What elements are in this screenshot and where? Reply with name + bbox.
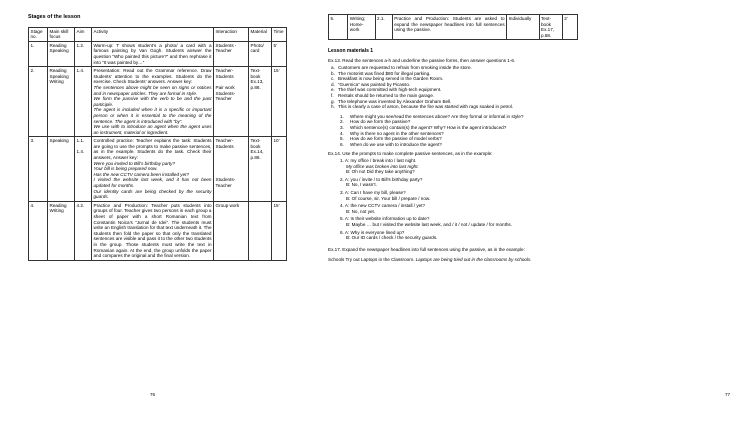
- item-text: How do we form the passive?: [350, 119, 411, 125]
- answer-line: B: No, I wasn’t.: [346, 182, 377, 188]
- item-text: Breakfast is now being served in the Garden Room.: [338, 76, 444, 82]
- table-row: [329, 15, 578, 40]
- stage-number: 3.: [29, 137, 48, 202]
- answer-line: B: Maybe … but I visited the website last week, and / it / not / update / for months.: [346, 221, 512, 227]
- ex13-instructions: Ex.13. Read the sentences a-h and underline the passive forms, then answer questions 1-6.: [328, 58, 516, 64]
- answer-key-line: The sentences above might be seen on signs or notices and in newspaper articles. They are formal in style.: [93, 84, 212, 96]
- interaction: Individually: [507, 15, 539, 40]
- item-text: How do we form the passive of model verbs?: [350, 136, 442, 142]
- stage-number: 4.: [29, 201, 48, 260]
- ex14-instructions: Ex.14. Use the prompts to make complete passive sentences, as in the example:: [328, 151, 493, 157]
- item-marker: 6.: [340, 141, 344, 147]
- answer-key-line: I visited the website last week, and it has not been updated for months.: [93, 177, 212, 189]
- item-marker: c.: [331, 76, 335, 82]
- right-page: [300, 0, 730, 424]
- item-marker: g.: [331, 98, 335, 104]
- stages-title: Stages of the lesson: [28, 14, 81, 20]
- interaction: Group work: [214, 201, 249, 260]
- ex17-instructions: Ex.17. Expand the newspaper headlines into full sentences using the passive, as in the example:: [328, 246, 525, 252]
- item-marker: d.: [331, 81, 335, 87]
- item-marker: a.: [331, 65, 335, 71]
- list-item: [328, 142, 578, 148]
- aim: 1.2.: [75, 41, 92, 66]
- answer-key-line: The agent is included when it is a specific or important person or when it is essential to the meaning of the sentence. The agent is introduced with “by”.: [93, 107, 212, 124]
- ex13-sentence-list: [328, 65, 578, 110]
- left-page: [0, 0, 300, 424]
- time: 10’: [272, 137, 287, 202]
- activity-text: Warm-up: T shows student’s a photo/ a card with a famous painting by Van Gogh. Students answer the question “Who painted this picture?” and then rephrase it into “It was painted by…”: [93, 42, 212, 65]
- time: 15’: [272, 201, 287, 260]
- time: 2’: [562, 15, 577, 40]
- header-activity: Activity: [92, 27, 214, 41]
- header-time: Time: [272, 27, 287, 41]
- activity-text: Controlled practice: Teacher explains the task: Students are going to use the prompts to make passive sentences, as in the example. Students do the task. Check their answers, Answer key:: [93, 138, 212, 161]
- item-text: When do we use with to introduce the agent?: [350, 141, 442, 147]
- answer-key-line: Were you invited to Bill’s birthday party?: [93, 160, 176, 166]
- table-row: [29, 67, 287, 137]
- prompt-item: [340, 203, 578, 214]
- prompt-line: 3. A: Can I have my bill, please?: [340, 189, 406, 195]
- prompt-item: [340, 190, 578, 201]
- skill-focus: Reading Writing: [48, 201, 75, 260]
- item-text: This is clearly a case of arson, because the fire was started with rags soaked in petrol.: [338, 104, 514, 110]
- header-interaction: Interaction: [214, 27, 249, 41]
- interaction: Students - Teacher: [214, 41, 249, 66]
- aim: 2.1.: [375, 15, 392, 40]
- stage-number: 1.: [29, 41, 48, 66]
- item-text: Customers are requested to refrain from smoking inside the store.: [338, 65, 472, 71]
- item-text: Why is there no agent in the other sentences?: [350, 130, 444, 136]
- ex14-prompt-list: [328, 158, 578, 241]
- skill-focus: Reading Speaking: [48, 41, 75, 66]
- item-marker: f.: [331, 93, 334, 99]
- stage-5-table: [328, 14, 578, 40]
- lesson-stages-table: [28, 27, 287, 261]
- prompt-line: 2. A: you / invite / to Bill’s birthday party?: [340, 176, 423, 182]
- item-marker: 1.: [340, 113, 344, 119]
- aim: 1.1. 1.4.: [75, 137, 92, 202]
- page-number-left: 76: [150, 392, 156, 397]
- prompt-line: 1. A: my office / break into / last night.: [340, 157, 417, 163]
- time: 5’: [272, 41, 287, 66]
- stage-number: 2.: [29, 67, 48, 137]
- activity: [92, 137, 214, 202]
- material: Text-book Ex.17, p.88.: [539, 15, 562, 40]
- item-text: The telephone was invented by Alexander Graham Bell.: [338, 98, 452, 104]
- answer-line: My office was broken into last night.: [346, 163, 419, 169]
- item-text: Which sentence(s) contain(s) the agent? Why? How is the agent introduced?: [350, 125, 507, 130]
- answer-key-line: Our identity cards are being checked by the security guards.: [93, 188, 212, 200]
- answer-key-line: We form the passive with the verb to be and the past participle.: [93, 96, 212, 107]
- table-row: [29, 41, 287, 66]
- activity: [92, 201, 214, 260]
- interaction: Teacher-Students Pair work Students-Teacher: [214, 67, 249, 137]
- header-aim: Aim: [75, 27, 92, 41]
- header-skill: Main skill focus: [48, 27, 75, 41]
- table-row: [29, 201, 287, 260]
- activity-text: Practice and Production: Teacher puts students into groups of four. Teacher gives two persons in each group a sheet of paper with a short Romanian text from Constantin Noica’s “Jurnal de Idei”. The students must write an English translation for that text underneath it. The students then fold the paper so that only the translated sentences are visible and pass it to the other two students in the group. Those students must write the text in Romanian again. At the end, the group unfolds the paper and compares the original and the final version.: [93, 202, 212, 259]
- activity: Practice and Production: Students are asked to expand the newspaper headlines into full sentences using the passive.: [392, 15, 506, 40]
- interaction: Teacher-Students Students-Teacher: [214, 137, 249, 202]
- prompt-line: 5. A: Is their website information up to date?: [340, 216, 430, 222]
- table-row: [29, 137, 287, 202]
- prompt-item: [340, 158, 578, 175]
- item-text: The motorist was fined $80 for illegal parking.: [338, 70, 431, 76]
- answer-line: B: Oh no! Did they take anything?: [346, 169, 415, 175]
- aim: 1.4.: [75, 67, 92, 137]
- item-marker: 4.: [340, 130, 344, 136]
- table-header-row: [29, 27, 287, 41]
- skill-focus: Speaking: [48, 137, 75, 202]
- list-item: [328, 104, 578, 110]
- prompt-item: [340, 216, 578, 227]
- answer-line: B: Our ID cards / check / the security guards.: [346, 235, 438, 241]
- item-marker: 3.: [340, 125, 344, 130]
- item-text: The thief was committed with high-tech equipment.: [338, 87, 442, 93]
- prompt-line: 6. A: Why is everyone lined up?: [340, 229, 405, 235]
- answer-key-line: Has the new CCTV camera been installed yet?: [93, 171, 189, 177]
- material: Text-book Ex.13, p.88.: [249, 67, 272, 137]
- item-marker: h.: [331, 104, 335, 110]
- item-text: Rentals should be returned to the main garage.: [338, 93, 435, 99]
- time: 15’: [272, 67, 287, 137]
- header-material: Material: [249, 27, 272, 41]
- stage-number: 5.: [329, 15, 348, 40]
- aim: 4.2.: [75, 201, 92, 260]
- material: Text-book Ex.14, p.88.: [249, 137, 272, 202]
- answer-line: B: No, not yet.: [346, 208, 376, 214]
- material: Photo/ card: [249, 41, 272, 66]
- prompt-item: [340, 177, 578, 188]
- skill-focus: Reading Speaking Writing: [48, 67, 75, 137]
- item-text: Where might you see/read the sentences above? Are they formal or informal in style?: [350, 113, 524, 119]
- header-stage: Stage no.: [29, 27, 48, 41]
- material: [249, 201, 272, 260]
- prompt-item: [340, 230, 578, 241]
- ex17-example-answer: Laptops are being tried out in the classrooms by schools.: [415, 257, 532, 263]
- item-text: “Guernica” was painted by Picasso.: [338, 81, 411, 87]
- activity-text: Presentation: Read out the Grammar reference. Draw students’ attention to the examples. Students do the exercise. Check Students’ answers. Answer key:: [93, 68, 212, 85]
- ex13-question-list: [328, 114, 578, 148]
- ex17-example: [328, 257, 578, 263]
- answer-line: B: Of course, sir. Your bill / prepare / now.: [346, 195, 431, 201]
- item-marker: e.: [331, 87, 335, 93]
- lesson-materials-title: Lesson materials 1: [328, 48, 374, 55]
- page-number-right: 77: [725, 392, 730, 397]
- answer-key-line: We use with to introduce an agent when the agent uses an instrument, material or ingredient.: [93, 124, 212, 135]
- ex17-example-headline: Schools Try out Laptops in the Classroom.: [328, 257, 416, 263]
- activity: [92, 41, 214, 66]
- item-marker: 2.: [340, 119, 344, 125]
- item-marker: b.: [331, 70, 335, 76]
- answer-key-line: Your bill is being prepared now.: [93, 166, 158, 172]
- prompt-line: 4. A: the new CCTV camera / install / yet?: [340, 203, 426, 209]
- skill-focus: Writing; Home-work: [348, 15, 375, 40]
- activity: [92, 67, 214, 137]
- item-marker: 5.: [340, 136, 344, 142]
